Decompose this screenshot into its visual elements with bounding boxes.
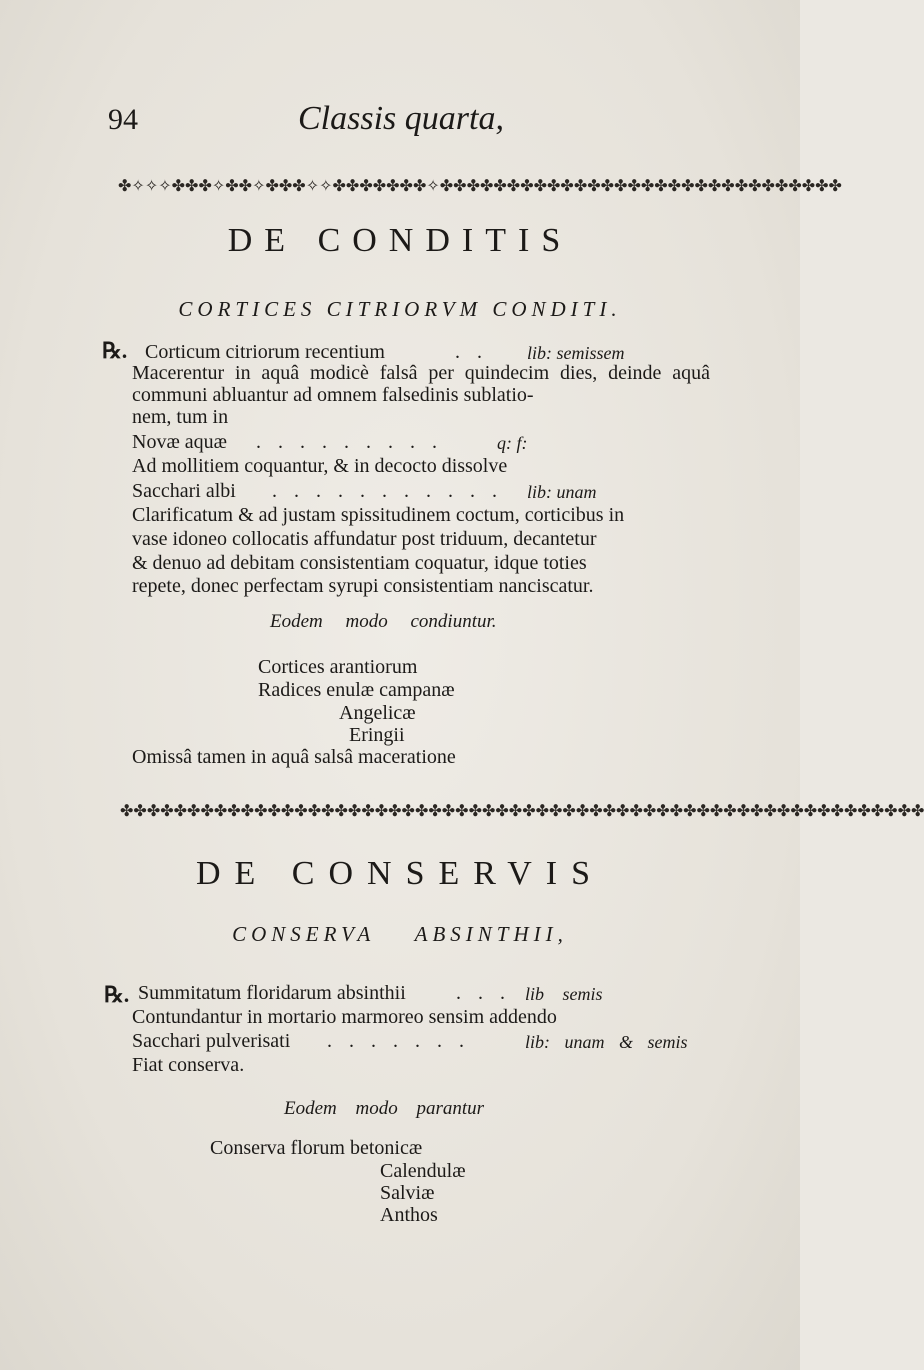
- leader-dots: . . . . . . .: [327, 1030, 470, 1052]
- list-item: Calendulæ: [380, 1160, 466, 1182]
- list-item: Eringii: [349, 724, 405, 746]
- ornament-rule-top: ✤✧✧✧✤✤✤✧✤✤✧✤✤✤✧✧✤✤✤✤✤✤✤✧✤✤✤✤✤✤✤✤✤✤✤✤✤✤✤✤✤✤✤✤✤✤✤✤✤✤✤✤✤✤: [118, 176, 842, 195]
- recipe-line: Corticum citriorum recentium: [145, 341, 385, 363]
- leader-dots: . . . . . . . . .: [256, 431, 443, 453]
- recipe-symbol: ℞.: [104, 982, 130, 1007]
- leader-dots: . . .: [456, 982, 511, 1004]
- running-title: Classis quarta,: [298, 100, 504, 137]
- recipe-line: Fiat conserva.: [132, 1054, 245, 1076]
- list-item: Radices enulæ campanæ: [258, 679, 455, 701]
- recipe-line: Summitatum floridarum absinthii: [138, 982, 406, 1004]
- ornament-rule-middle: ✤✤✤✤✤✤✤✤✤✤✤✤✤✤✤✤✤✤✤✤✤✤✤✤✤✤✤✤✤✤✤✤✤✤✤✤✤✤✤✤✤✤✤✤✤✤✤✤✤✤✤✤✤✤✤✤✤✤✤✤: [120, 801, 924, 820]
- recipe-quantity: lib semis: [525, 984, 603, 1004]
- section-title-conservis: DE CONSERVIS: [195, 855, 605, 892]
- recipe-quantity: lib: unam & semis: [525, 1032, 688, 1052]
- list-item: Anthos: [380, 1204, 438, 1226]
- list-item: Cortices arantiorum: [258, 656, 418, 678]
- recipe-title-cortices: CORTICES CITRIORVM CONDITI.: [178, 297, 622, 321]
- recipe-line: nem, tum in: [132, 406, 229, 428]
- recipe-line: Novæ aquæ: [132, 431, 227, 453]
- recipe-line: Clarificatum & ad justam spissitudinem coctum, corticibus in: [132, 504, 625, 526]
- recipe-line: Macerentur in aquâ modicè falsâ per quindecim dies, deinde aquâ communi abluantur ad omnem falsedinis sublatio-: [132, 362, 710, 406]
- recipe-line: Sacchari albi: [132, 480, 236, 502]
- section-title-conditis: DE CONDITIS: [227, 222, 573, 259]
- page-number: 94: [108, 103, 138, 136]
- leader-dots: . .: [455, 341, 488, 363]
- recipe-line: Contundantur in mortario marmoreo sensim addendo: [132, 1006, 557, 1028]
- recipe-quantity: q: f:: [497, 433, 528, 453]
- recipe-line: & denuo ad debitam consistentiam coquatur, idque toties: [132, 552, 587, 574]
- list-item: Conserva florum betonicæ: [210, 1137, 423, 1159]
- recipe-note: Omissâ tamen in aquâ salsâ maceratione: [132, 746, 456, 768]
- leader-dots: . . . . . . . . . . .: [272, 480, 503, 502]
- recipe-paragraph: [132, 362, 710, 406]
- recipe-quantity: lib: semissem: [527, 343, 625, 363]
- eodem-modo-caption: Eodem modo parantur: [284, 1098, 485, 1119]
- recipe-line: vase idoneo collocatis affundatur post triduum, decantetur: [132, 528, 597, 550]
- recipe-line: Sacchari pulverisati: [132, 1030, 291, 1052]
- recipe-quantity: lib: unam: [527, 482, 597, 502]
- recipe-title-conserva: CONSERVA ABSINTHII,: [232, 922, 568, 946]
- list-item: Angelicæ: [339, 702, 416, 724]
- recipe-line: repete, donec perfectam syrupi consistentiam nanciscatur.: [132, 575, 594, 597]
- recipe-line: Ad mollitiem coquantur, & in decocto dissolve: [132, 455, 508, 477]
- list-item: Salviæ: [380, 1182, 435, 1204]
- eodem-modo-caption: Eodem modo condiuntur.: [270, 611, 497, 632]
- recipe-symbol: ℞.: [102, 338, 128, 363]
